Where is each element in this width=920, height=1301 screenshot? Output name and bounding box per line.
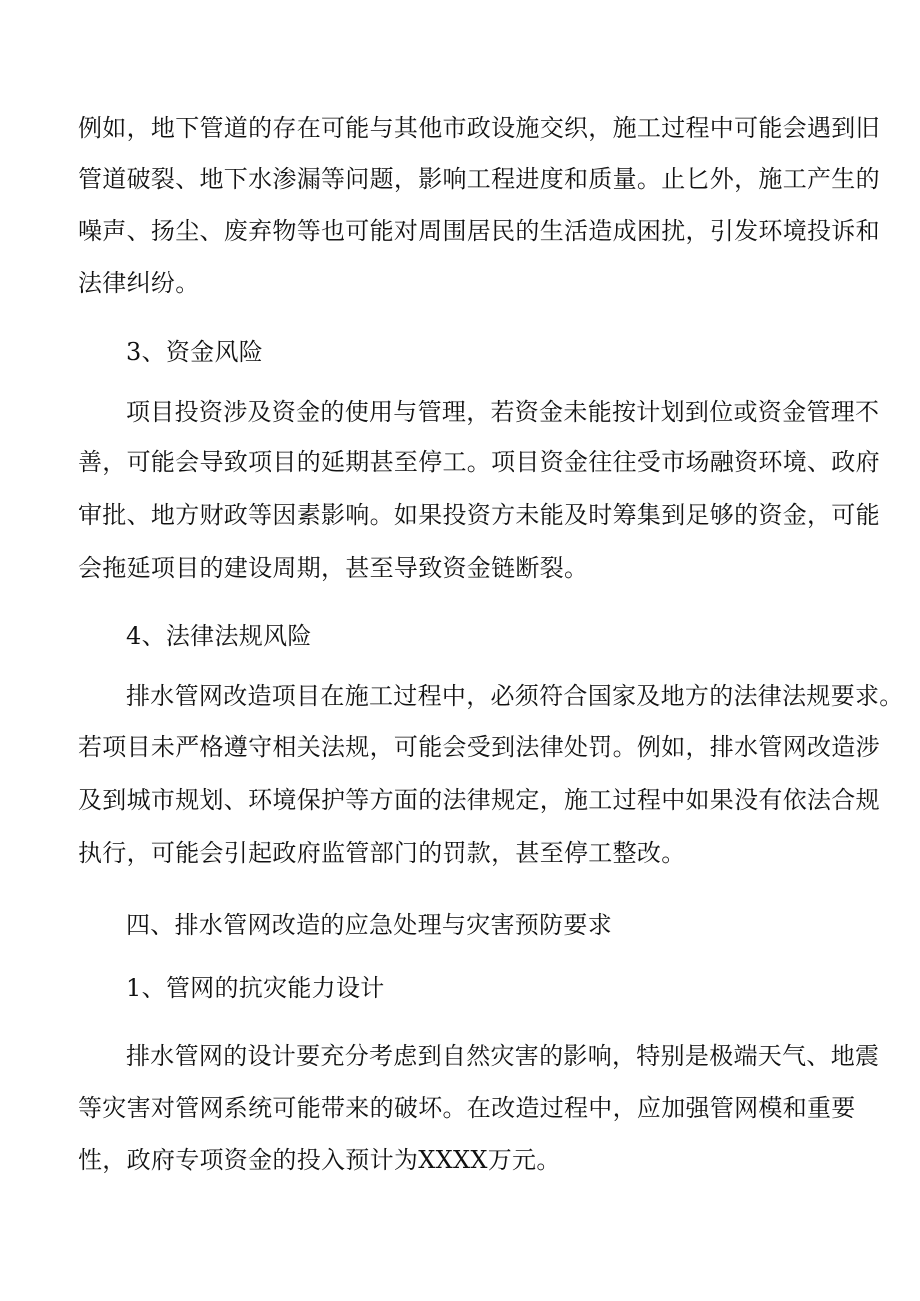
section-heading: 4、法律法规风险 <box>126 622 312 650</box>
text-line: 排水管网改造项目在施工过程中，必须符合国家及地方的法律法规要求。 <box>126 682 904 710</box>
text-line: 审批、地方财政等因素影响。如果投资方未能及时筹集到足够的资金，可能 <box>78 501 880 529</box>
text-line: 排水管网的设计要充分考虑到自然灾害的影响，特别是极端天气、地震 <box>126 1042 880 1070</box>
text-line: 会拖延项目的建设周期，甚至导致资金链断裂。 <box>78 554 589 582</box>
text-line: 若项目未严格遵守相关法规，可能会受到法律处罚。例如，排水管网改造涉 <box>78 733 880 761</box>
text-line: 项目投资涉及资金的使用与管理，若资金未能按计划到位或资金管理不 <box>126 398 880 426</box>
text-line: 例如，地下管道的存在可能与其他市政设施交织，施工过程中可能会遇到旧 <box>78 114 880 142</box>
text-line: 及到城市规划、环境保护等方面的法律规定，施工过程中如果没有依法合规 <box>78 786 880 814</box>
section-heading: 3、资金风险 <box>126 338 264 366</box>
text-line: 法律纠纷。 <box>78 269 200 297</box>
text-line: 执行，可能会引起政府监管部门的罚款，甚至停工整改。 <box>78 839 686 867</box>
text-line: 性，政府专项资金的投入预计为XXXX万元。 <box>78 1146 561 1174</box>
text-line: 等灾害对管网系统可能带来的破坏。在改造过程中，应加强管网模和重要 <box>78 1094 856 1122</box>
section-heading: 1、管网的抗灾能力设计 <box>126 974 385 1002</box>
text-line: 噪声、扬尘、废弃物等也可能对周围居民的生活造成困扰，引发环境投诉和 <box>78 217 880 245</box>
text-line: 管道破裂、地下水渗漏等问题，影响工程进度和质量。止匕外，施工产生的 <box>78 165 880 193</box>
chapter-heading: 四、排水管网改造的应急处理与灾害预防要求 <box>126 911 612 939</box>
text-line: 善，可能会导致项目的延期甚至停工。项目资金往往受市场融资环境、政府 <box>78 448 880 476</box>
